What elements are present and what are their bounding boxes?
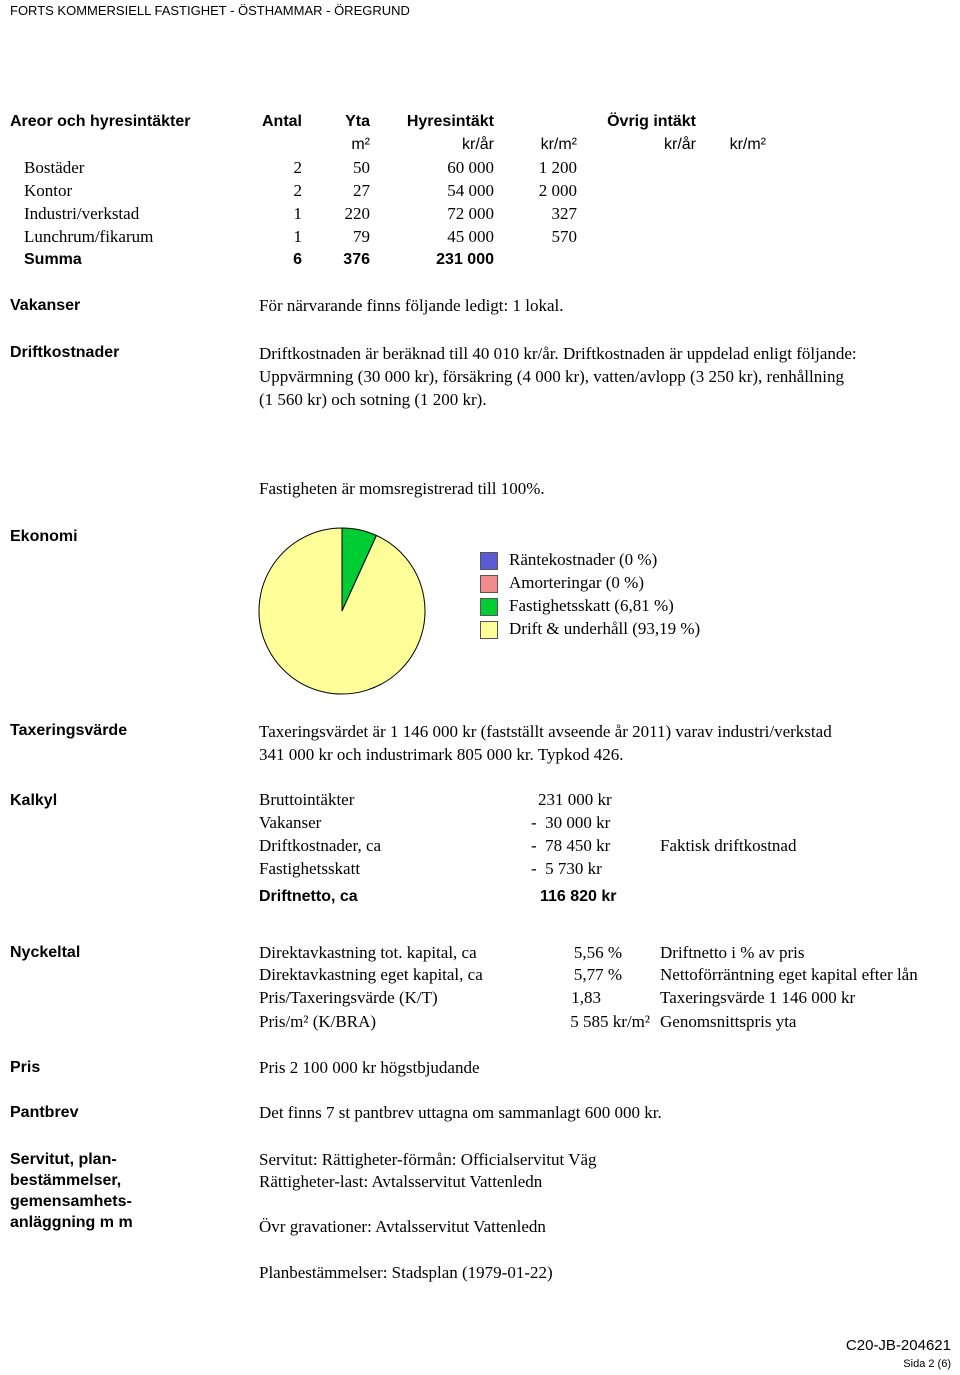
row-hyra-m2: 2 000 — [538, 181, 577, 200]
sum-yta: 376 — [343, 251, 370, 268]
nyckeltal-label: Pris/Taxeringsvärde (K/T) — [259, 988, 438, 1007]
row-hyra: 45 000 — [447, 227, 494, 246]
section-vakanser: Vakanser — [10, 297, 81, 314]
row-yta: 50 — [353, 158, 370, 177]
legend-swatch-amorteringar — [480, 575, 498, 593]
pris-text: Pris 2 100 000 kr högstbjudande — [259, 1058, 480, 1077]
legend-label-fastighetsskatt: Fastighetsskatt (6,81 %) — [509, 596, 674, 615]
row-name: Lunchrum/fikarum — [24, 227, 154, 246]
row-hyra-m2: 327 — [551, 204, 577, 223]
legend-swatch-drift-underhall — [480, 621, 498, 639]
row-hyra: 60 000 — [447, 158, 494, 177]
row-hyra: 54 000 — [447, 181, 494, 200]
col-antal: Antal — [262, 113, 302, 130]
section-pantbrev: Pantbrev — [10, 1104, 79, 1121]
nyckeltal-note: Genomsnittspris yta — [660, 1012, 797, 1031]
unit-kr-m2-ovrig: kr/m² — [729, 136, 766, 153]
kalkyl-label: Vakanser — [259, 813, 322, 832]
footer-code: C20-JB-204621 — [845, 1337, 951, 1354]
row-name: Bostäder — [24, 158, 85, 177]
kalkyl-value: - 30 000 kr — [531, 813, 611, 832]
unit-kr-ar: kr/år — [462, 136, 494, 153]
nyckeltal-note: Nettoförräntning eget kapital efter lån — [660, 965, 918, 984]
row-antal: 1 — [293, 204, 302, 223]
section-servitut-line-2: bestämmelser, — [10, 1172, 122, 1189]
section-nyckeltal: Nyckeltal — [10, 944, 81, 961]
ekonomi-pie-chart — [258, 527, 426, 695]
legend-swatch-rantekostnader — [480, 552, 498, 570]
drift-line-3: (1 560 kr) och sotning (1 200 kr). — [259, 390, 487, 409]
vakanser-text: För närvarande finns följande ledigt: 1 lokal. — [259, 296, 564, 315]
nyckeltal-value: 5,56 % — [573, 943, 622, 962]
col-yta: Yta — [345, 113, 370, 130]
section-ekonomi: Ekonomi — [10, 528, 78, 545]
section-servitut-line-3: gemensamhets- — [10, 1193, 132, 1210]
legend-swatch-fastighetsskatt — [480, 598, 498, 616]
nyckeltal-note: Driftnetto i % av pris — [660, 943, 805, 962]
legend-label-rantekostnader: Räntekostnader (0 %) — [509, 550, 658, 569]
kalkyl-net-label: Driftnetto, ca — [259, 888, 358, 905]
moms-text: Fastigheten är momsregistrerad till 100%. — [259, 479, 545, 498]
pie-slice-drift-underhall — [259, 528, 425, 694]
sum-antal: 6 — [293, 251, 302, 268]
section-pris: Pris — [10, 1059, 41, 1076]
row-antal: 1 — [293, 227, 302, 246]
document-header: FORTS KOMMERSIELL FASTIGHET - ÖSTHAMMAR - ÖREGRUND — [10, 3, 410, 18]
section-servitut-line-4: anläggning m m — [10, 1214, 133, 1231]
legend-label-drift-underhall: Drift & underhåll (93,19 %) — [509, 619, 701, 638]
kalkyl-net-value: 116 820 kr — [540, 888, 617, 905]
section-taxeringsvarde: Taxeringsvärde — [10, 722, 128, 739]
kalkyl-value: 231 000 kr — [538, 790, 612, 809]
servitut-line-1: Servitut: Rättigheter-förmån: Officialservitut Väg — [259, 1150, 597, 1169]
footer-page: Sida 2 (6) — [903, 1358, 951, 1370]
servitut-line-4: Planbestämmelser: Stadsplan (1979-01-22) — [259, 1263, 553, 1282]
kalkyl-value: - 5 730 kr — [531, 859, 602, 878]
taxering-line-1: Taxeringsvärdet är 1 146 000 kr (fastställt avseende år 2011) varav industri/verkstad — [259, 722, 832, 741]
section-areor: Areor och hyresintäkter — [10, 113, 191, 130]
servitut-line-2: Rättigheter-last: Avtalsservitut Vattenledn — [259, 1172, 543, 1191]
row-yta: 27 — [353, 181, 370, 200]
kalkyl-label: Driftkostnader, ca — [259, 836, 382, 855]
nyckeltal-value: 5 585 kr/m² — [570, 1012, 650, 1031]
nyckeltal-label: Direktavkastning tot. kapital, ca — [259, 943, 477, 962]
unit-kr-ar-ovrig: kr/år — [664, 136, 696, 153]
row-yta: 79 — [353, 227, 370, 246]
row-hyra-m2: 1 200 — [538, 158, 577, 177]
kalkyl-label: Fastighetsskatt — [259, 859, 361, 878]
pantbrev-text: Det finns 7 st pantbrev uttagna om sammanlagt 600 000 kr. — [259, 1103, 662, 1122]
kalkyl-label: Bruttointäkter — [259, 790, 355, 809]
section-driftkostnader: Driftkostnader — [10, 344, 120, 361]
unit-kr-m2: kr/m² — [540, 136, 577, 153]
row-hyra-m2: 570 — [551, 227, 577, 246]
nyckeltal-note: Taxeringsvärde 1 146 000 kr — [660, 988, 856, 1007]
col-ovrig-intakt: Övrig intäkt — [607, 113, 696, 130]
taxering-line-2: 341 000 kr och industrimark 805 000 kr. Typkod 426. — [259, 745, 624, 764]
servitut-line-3: Övr gravationer: Avtalsservitut Vattenledn — [259, 1217, 546, 1236]
row-hyra: 72 000 — [447, 204, 494, 223]
row-antal: 2 — [293, 181, 302, 200]
drift-line-2: Uppvärmning (30 000 kr), försäkring (4 000 kr), vatten/avlopp (3 250 kr), renhållning — [259, 367, 844, 386]
unit-m2: m² — [351, 136, 370, 153]
nyckeltal-value: 5,77 % — [573, 965, 622, 984]
sum-hyra: 231 000 — [436, 251, 494, 268]
section-kalkyl: Kalkyl — [10, 792, 58, 809]
legend-label-amorteringar: Amorteringar (0 %) — [509, 573, 645, 592]
sum-name: Summa — [24, 251, 82, 268]
col-hyresintakt: Hyresintäkt — [406, 113, 494, 130]
section-servitut-line-1: Servitut, plan- — [10, 1151, 117, 1168]
kalkyl-note: Faktisk driftkostnad — [660, 836, 797, 855]
row-name: Industri/verkstad — [24, 204, 140, 223]
nyckeltal-label: Pris/m² (K/BRA) — [259, 1012, 377, 1031]
row-name: Kontor — [24, 181, 73, 200]
kalkyl-value: - 78 450 kr — [531, 836, 611, 855]
row-yta: 220 — [344, 204, 370, 223]
nyckeltal-value: 1,83 — [571, 988, 601, 1007]
row-antal: 2 — [293, 158, 302, 177]
drift-line-1: Driftkostnaden är beräknad till 40 010 kr/år. Driftkostnaden är uppdelad enligt följande: — [259, 344, 857, 363]
nyckeltal-label: Direktavkastning eget kapital, ca — [259, 965, 483, 984]
